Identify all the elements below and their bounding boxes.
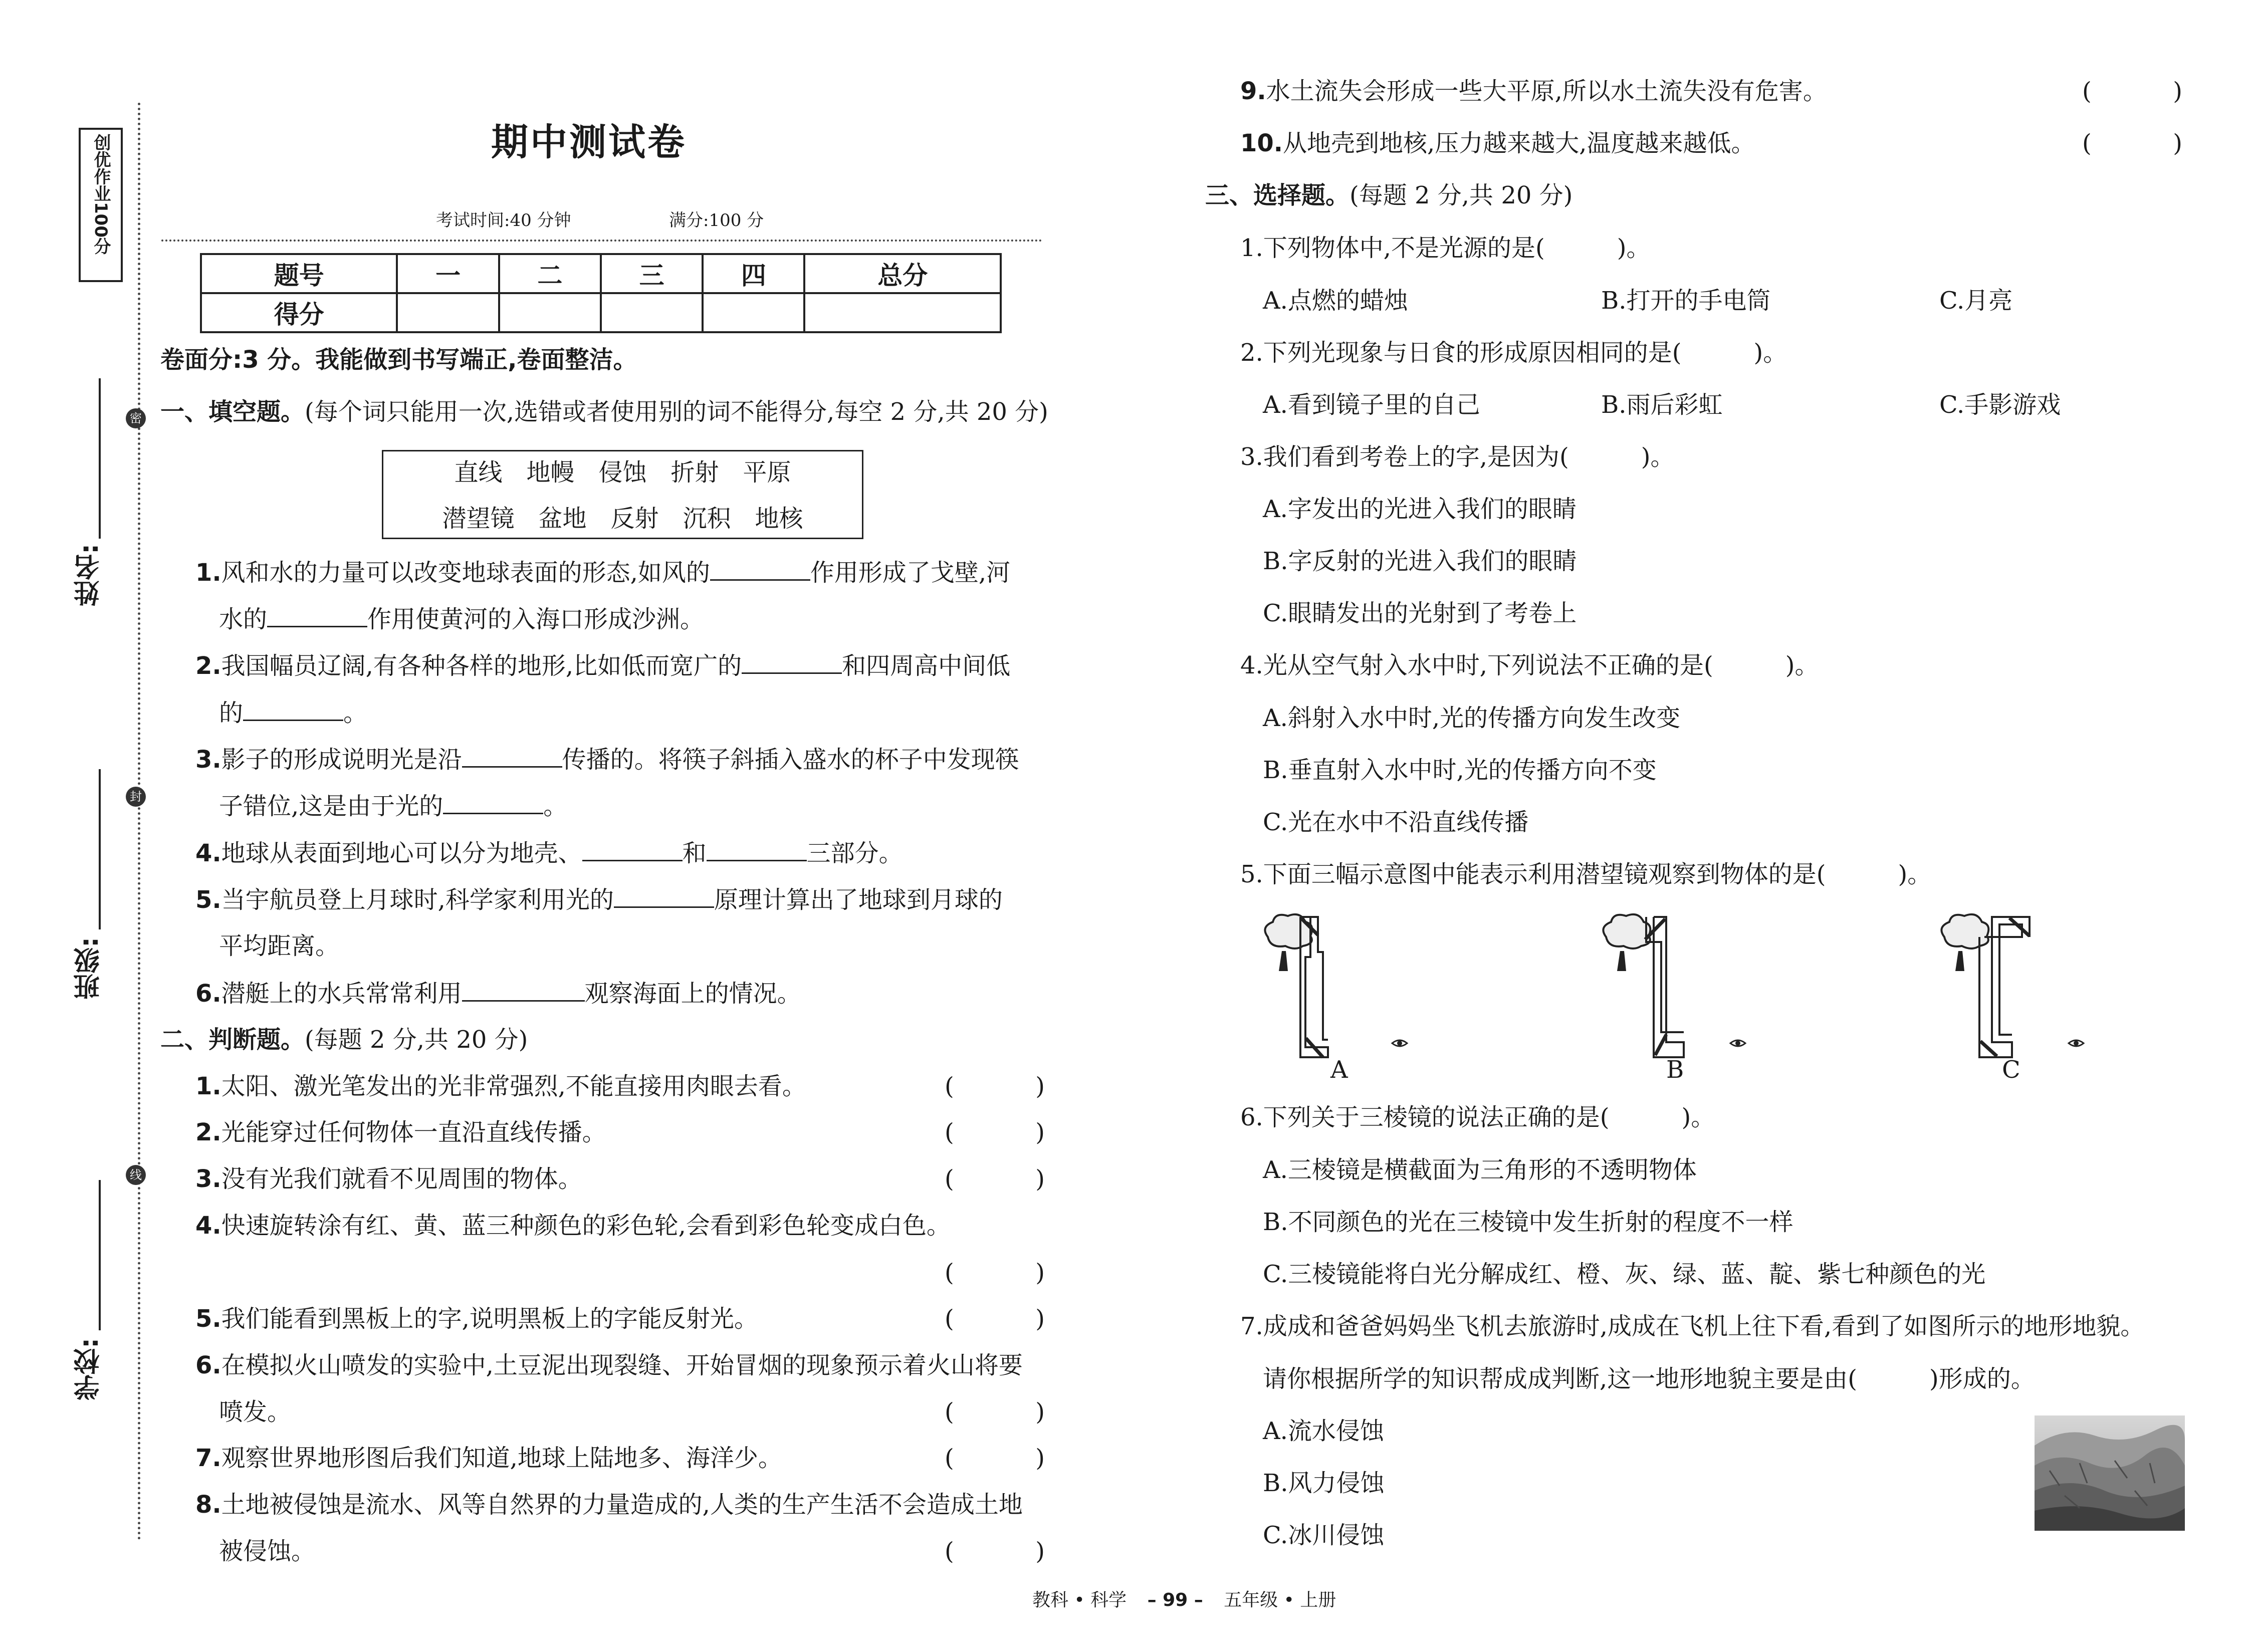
periscope-diagram-c[interactable] [1934, 912, 2090, 1062]
header-dotted-rule [161, 240, 1042, 242]
seal-feng: 封 [126, 787, 146, 807]
choice-q7-stem: 7.成成和爸爸妈妈坐飞机去旅游时,成成在飞机上往下看,看到了如图所示的地形地貌。 [1240, 1312, 2145, 1340]
answer-blank[interactable] [443, 791, 543, 814]
paren-close: ) [1035, 1398, 1045, 1426]
q-text: 影子的形成说明光是沿 [221, 746, 462, 774]
school-label: 学校: [74, 1338, 104, 1400]
q-text: 观察世界地形图后我们知道,地球上陆地多、海洋少。 [221, 1444, 782, 1472]
q-text: 风和水的力量可以改变地球表面的形态,如风的 [221, 559, 710, 587]
paren-close: ) [1035, 1259, 1045, 1287]
choice-q3-option-a[interactable]: A.字发出的光进入我们的眼睛 [1263, 495, 1577, 523]
q-num: 1. [195, 1072, 221, 1100]
answer-blank[interactable] [582, 838, 683, 861]
answer-blank[interactable] [710, 557, 810, 581]
answer-blank[interactable] [243, 697, 343, 721]
paren-close: ) [1035, 1072, 1045, 1100]
sec2-note: (每题 2 分,共 20 分) [305, 1026, 528, 1054]
footer-grade: 五年级 • 上册 [1224, 1590, 1336, 1610]
judge-q4 [195, 1211, 951, 1241]
paren-open: ( [945, 1537, 954, 1565]
score-table-score-row [201, 293, 1001, 332]
q-num: 2. [195, 1118, 221, 1146]
score-cell: 题号 [201, 254, 397, 293]
score-cell: 二 [499, 254, 601, 293]
diagram-label-b: B [1666, 1056, 1684, 1084]
judge-q10 [1240, 128, 1755, 158]
fill-q5-cont: 平均距离。 [219, 932, 340, 960]
choice-q4-stem: 4.光从空气射入水中时,下列说法不正确的是( )。 [1240, 651, 1819, 679]
choice-q3-option-b[interactable]: B.字反射的光进入我们的眼睛 [1263, 547, 1577, 575]
neatness-note: 卷面分:3 分。我能做到书写端正,卷面整洁。 [160, 346, 637, 374]
choice-q4-option-c[interactable]: C.光在水中不沿直线传播 [1263, 808, 1529, 836]
seal-mi: 密 [126, 408, 146, 428]
answer-paren[interactable] [945, 1536, 1045, 1566]
school-line[interactable] [99, 1180, 101, 1330]
choice-q6-option-c[interactable]: C.三棱镜能将白光分解成红、橙、灰、绿、蓝、靛、紫七种颜色的光 [1263, 1260, 1986, 1288]
footer [1032, 1586, 1336, 1611]
sec1-note: (每个词只能用一次,选错或者使用别的词不能得分,每空 2 分,共 20 分) [305, 398, 1048, 426]
paren-open: ( [945, 1444, 954, 1472]
score-input-cell[interactable] [804, 293, 1001, 332]
q-text: 潜艇上的水兵常常利用 [221, 980, 462, 1008]
paren-close: ) [2173, 129, 2182, 157]
choice-q7-option-b[interactable]: B.风力侵蚀 [1263, 1469, 1385, 1497]
choice-q7-stem-cont: 请你根据所学的知识帮成成判断,这一地形地貌主要是由( )形成的。 [1263, 1365, 2035, 1393]
q-num: 7. [195, 1444, 221, 1472]
q-text: 地球从表面到地心可以分为地壳、 [221, 839, 582, 867]
choice-q4-option-b[interactable]: B.垂直射入水中时,光的传播方向不变 [1263, 756, 1657, 784]
score-cell: 四 [703, 254, 804, 293]
choice-q1-option-a[interactable]: A.点燃的蜡烛 [1263, 287, 1408, 315]
q-text: 作用使黄河的入海口形成沙洲。 [367, 605, 705, 633]
answer-paren[interactable] [945, 1117, 1045, 1147]
answer-paren[interactable] [2082, 76, 2182, 106]
brand-text: 创优作业100分 [91, 134, 111, 255]
q-text: 观察海面上的情况。 [584, 980, 801, 1008]
q-text: 在模拟火山喷发的实验中,土豆泥出现裂缝、开始冒烟的现象预示着火山将要 [221, 1351, 1023, 1379]
sec3-heading [1205, 180, 1572, 210]
fill-q4 [195, 838, 903, 868]
word-box-row-1: 直线 地幔 侵蚀 折射 平原 [454, 458, 791, 487]
score-cell: 总分 [804, 254, 1001, 293]
answer-paren[interactable] [945, 1258, 1045, 1288]
judge-q8 [195, 1490, 1023, 1520]
judge-q5 [195, 1304, 758, 1334]
q-text: 从地壳到地核,压力越来越大,温度越来越低。 [1283, 129, 1755, 157]
q-text: 我国幅员辽阔,有各种各样的地形,比如低而宽广的 [221, 652, 742, 680]
q-num: 1. [195, 559, 221, 587]
name-label: 姓名: [74, 544, 104, 606]
word-box [382, 450, 863, 539]
answer-paren[interactable] [945, 1397, 1045, 1427]
eye-icon [1730, 1040, 1745, 1046]
answer-blank[interactable] [267, 604, 367, 627]
answer-blank[interactable] [462, 978, 585, 1002]
periscope-diagram-a[interactable] [1258, 912, 1413, 1062]
fill-q2-cont [219, 697, 367, 728]
paren-close: ) [1035, 1444, 1045, 1472]
choice-q7-option-a[interactable]: A.流水侵蚀 [1263, 1417, 1384, 1445]
tree-icon [1941, 914, 1988, 971]
class-line[interactable] [99, 769, 101, 929]
paren-close: ) [1035, 1165, 1045, 1193]
fill-q6 [195, 978, 801, 1009]
q-num: 6. [195, 1351, 221, 1379]
fill-q3 [195, 744, 1019, 775]
q-text: 三部分。 [806, 839, 903, 867]
answer-blank[interactable] [742, 650, 842, 674]
judge-q7 [195, 1443, 782, 1473]
q-text: 和四周高中间低 [842, 652, 1011, 680]
choice-q6-option-a[interactable]: A.三棱镜是横截面为三角形的不透明物体 [1263, 1156, 1697, 1184]
tree-icon [1603, 914, 1650, 971]
paren-open: ( [945, 1072, 954, 1100]
answer-paren[interactable] [945, 1071, 1045, 1101]
q-text: 。 [343, 699, 368, 727]
q-text: 的 [219, 699, 244, 727]
q-text: 作用形成了戈壁,河 [810, 559, 1011, 587]
diagram-label-c: C [2002, 1056, 2020, 1084]
word-box-row-2: 潜望镜 盆地 反射 沉积 地核 [442, 505, 803, 533]
judge-q9 [1240, 76, 1827, 106]
answer-paren[interactable] [2082, 128, 2182, 158]
score-input-cell[interactable] [499, 293, 601, 332]
q-text: 原理计算出了地球到月球的 [714, 886, 1003, 914]
sec2-heading [160, 1025, 528, 1055]
choice-q3-stem: 3.我们看到考卷上的字,是因为( )。 [1240, 443, 1675, 471]
sec2-title: 二、判断题。 [160, 1026, 305, 1054]
judge-q1 [195, 1071, 806, 1101]
paren-open: ( [2082, 77, 2092, 105]
footer-subject: 教科 • 科学 [1032, 1590, 1127, 1610]
q-num: 3. [195, 1165, 221, 1193]
judge-q6-cont: 喷发。 [219, 1398, 292, 1426]
q-text: 太阳、激光笔发出的光非常强烈,不能直接用肉眼去看。 [221, 1072, 806, 1100]
fill-q3-cont [219, 791, 567, 821]
q-num: 9. [1240, 77, 1266, 105]
score-input-cell[interactable] [703, 293, 804, 332]
q-text: 传播的。将筷子斜插入盛水的杯子中发现筷 [562, 746, 1019, 774]
paren-open: ( [945, 1165, 954, 1193]
score-input-cell[interactable] [397, 293, 499, 332]
binding-dotted-line [138, 103, 140, 1541]
q-text: 子错位,这是由于光的 [219, 792, 443, 820]
choice-q2-option-b[interactable]: B.雨后彩虹 [1601, 391, 1723, 419]
choice-q3-option-c[interactable]: C.眼睛发出的光射到了考卷上 [1263, 599, 1577, 627]
answer-blank[interactable] [462, 744, 562, 768]
score-cell: 三 [601, 254, 703, 293]
q-num: 3. [195, 746, 221, 774]
q-num: 6. [195, 980, 221, 1008]
name-line[interactable] [99, 378, 101, 539]
q-num: 5. [195, 1305, 221, 1333]
exam-time: 考试时间:40 分钟 [436, 210, 571, 230]
sec3-note: (每题 2 分,共 20 分) [1350, 181, 1573, 209]
score-table-header-row [201, 254, 1001, 293]
score-table [200, 253, 1002, 333]
answer-paren[interactable] [945, 1304, 1045, 1334]
paren-open: ( [945, 1398, 954, 1426]
diagram-label-a: A [1330, 1056, 1348, 1084]
choice-q1-option-c[interactable]: C.月亮 [1939, 287, 2013, 315]
judge-q3 [195, 1164, 582, 1194]
choice-q2-option-a[interactable]: A.看到镜子里的自己 [1263, 391, 1480, 419]
fill-q5 [195, 884, 1003, 915]
answer-paren[interactable] [945, 1443, 1045, 1473]
paren-open: ( [945, 1305, 954, 1333]
q-text: 快速旋转涂有红、黄、蓝三种颜色的彩色轮,会看到彩色轮变成白色。 [221, 1212, 951, 1240]
q-num: 4. [195, 1212, 221, 1240]
choice-q6-option-b[interactable]: B.不同颜色的光在三棱镜中发生折射的程度不一样 [1263, 1208, 1793, 1236]
q-text: 土地被侵蚀是流水、风等自然界的力量造成的,人类的生产生活不会造成土地 [221, 1491, 1023, 1519]
brand-box [79, 128, 123, 282]
choice-q1-stem: 1.下列物体中,不是光源的是( )。 [1240, 234, 1651, 262]
q-text: 和 [682, 839, 707, 867]
paren-close: ) [2173, 77, 2182, 105]
choice-q4-option-a[interactable]: A.斜射入水中时,光的传播方向发生改变 [1263, 704, 1681, 732]
periscope-diagram-b[interactable] [1596, 912, 1751, 1062]
sec1-heading [160, 397, 1048, 427]
fill-q1 [195, 557, 1010, 588]
q-text: 没有光我们就看不见周围的物体。 [221, 1165, 582, 1193]
full-score: 满分:100 分 [669, 210, 764, 230]
fill-q2 [195, 650, 1010, 681]
paren-open: ( [945, 1259, 954, 1287]
q-num: 5. [195, 886, 221, 914]
score-row-label: 得分 [201, 293, 397, 332]
judge-q6 [195, 1350, 1023, 1380]
paren-close: ) [1035, 1305, 1045, 1333]
answer-blank[interactable] [614, 884, 714, 908]
choice-q6-stem: 6.下列关于三棱镜的说法正确的是( )。 [1240, 1103, 1715, 1131]
choice-q5-stem: 5.下面三幅示意图中能表示利用潜望镜观察到物体的是( )。 [1240, 860, 1932, 888]
choice-q2-option-c[interactable]: C.手影游戏 [1939, 391, 2061, 419]
answer-blank[interactable] [707, 838, 807, 861]
choice-q1-option-b[interactable]: B.打开的手电筒 [1601, 287, 1771, 315]
paren-close: ) [1035, 1537, 1045, 1565]
q-num: 4. [195, 839, 221, 867]
fill-q1-cont [219, 604, 704, 634]
sec3-title: 三、选择题。 [1205, 181, 1350, 209]
page-number: – 99 – [1147, 1590, 1203, 1610]
paren-open: ( [945, 1118, 954, 1146]
q-num: 8. [195, 1491, 221, 1519]
paren-open: ( [2082, 129, 2092, 157]
seal-xian: 线 [126, 1165, 146, 1185]
q-text: 水土流失会形成一些大平原,所以水土流失没有危害。 [1266, 77, 1827, 105]
sec1-title: 一、填空题。 [160, 398, 305, 426]
score-input-cell[interactable] [601, 293, 703, 332]
q-num: 10. [1240, 129, 1283, 157]
class-label: 班级: [74, 937, 104, 1000]
q-text: 光能穿过任何物体一直沿直线传播。 [221, 1118, 606, 1146]
q-text: 。 [543, 792, 568, 820]
q-text: 我们能看到黑板上的字,说明黑板上的字能反射光。 [221, 1305, 758, 1333]
score-cell: 一 [397, 254, 499, 293]
answer-paren[interactable] [945, 1164, 1045, 1194]
eye-icon [2069, 1040, 2084, 1046]
choice-q7-option-c[interactable]: C.冰川侵蚀 [1263, 1521, 1385, 1549]
paren-close: ) [1035, 1118, 1045, 1146]
q-text: 当宇航员登上月球时,科学家利用光的 [221, 886, 614, 914]
choice-q2-stem: 2.下列光现象与日食的形成原因相同的是( )。 [1240, 339, 1787, 367]
terrain-photo [2035, 1415, 2185, 1531]
q-text: 水的 [219, 605, 268, 633]
eye-icon [1392, 1040, 1407, 1046]
q-num: 2. [195, 652, 221, 680]
judge-q8-cont: 被侵蚀。 [219, 1537, 316, 1565]
judge-q2 [195, 1117, 606, 1147]
page-title: 期中测试卷 [491, 121, 687, 164]
